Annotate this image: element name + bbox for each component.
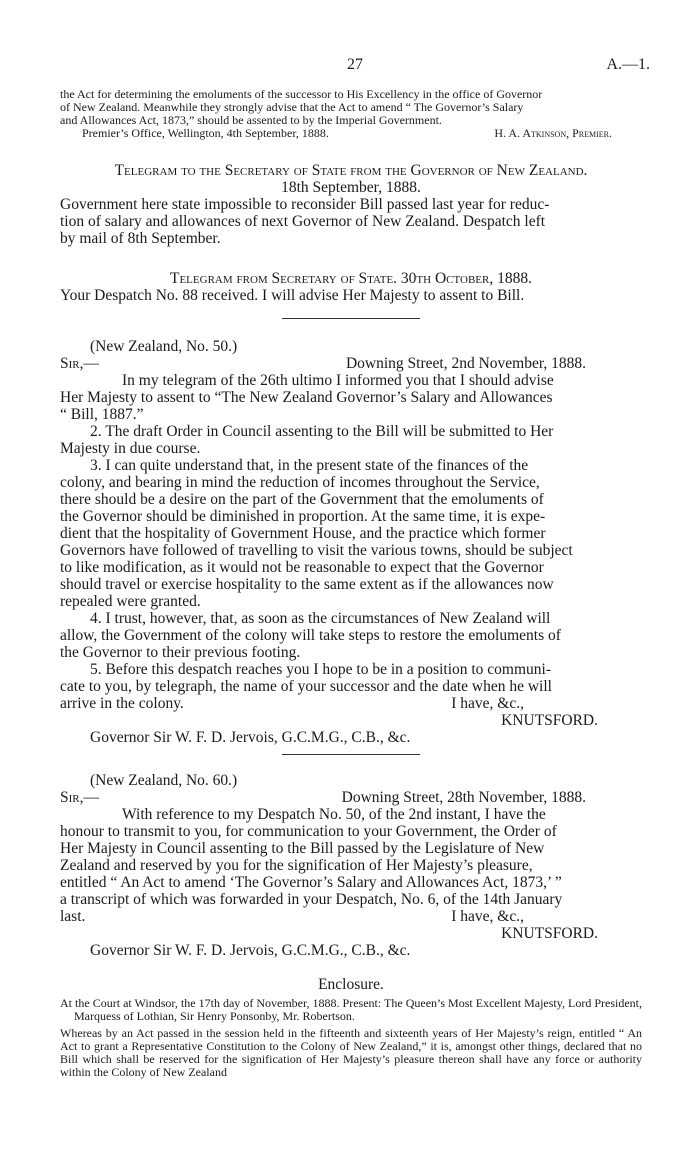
telegram-heading: Telegram to the Secretary of State from the Governor of New Zealand. <box>114 162 588 179</box>
text-line: the Governor to their previous footing. <box>60 644 301 661</box>
text-line: 5. Before this despatch reaches you I hope to be in a position to communi- <box>90 661 552 678</box>
enclosure <box>60 976 642 1079</box>
telegram-heading: Telegram from Secretary of State. 30th October, 1888. <box>170 270 532 287</box>
divider <box>60 754 642 755</box>
closing: I have, &c., <box>451 695 524 712</box>
premier-signature: H. A. Atkinson, Premier. <box>494 126 612 140</box>
enclosure-title: Enclosure. <box>318 976 384 993</box>
text-line: dient that the hospitality of Government House, and the practice which former <box>60 525 546 542</box>
whereas-paragraph: Whereas by an Act passed in the session held in the fifteenth and sixteenth years of Her Majesty’s reign, entitled “ An Act to grant a Representative Constitution to the Colony of New Zealand,” it is, amongst other things, declared that no Bill which shall be reserved for the signification of Her Majesty’s pleasure thereon shall have any force or authority within the Colony of New Zealand <box>60 1026 642 1079</box>
text-line: repealed were granted. <box>60 593 201 610</box>
text-line: and Allowances Act, 1873,” should be assented to by the Imperial Government. <box>60 113 442 127</box>
divider <box>60 318 642 319</box>
text-line: 4. I trust, however, that, as soon as the circumstances of New Zealand will <box>90 610 551 627</box>
despatch-address: Downing Street, 2nd November, 1888. <box>345 355 586 372</box>
text-line: Government here state impossible to reconsider Bill passed last year for reduc- <box>60 196 550 213</box>
despatch-salutation-row <box>60 789 642 806</box>
signature: KNUTSFORD. <box>501 712 598 729</box>
text-line: allow, the Government of the colony will take steps to restore the emoluments of <box>60 627 561 644</box>
text-line: Her Majesty to assent to “The New Zealand Governor’s Salary and Allowances <box>60 389 553 406</box>
text-line: colony, and bearing in mind the reduction of incomes throughout the Service, <box>60 474 540 491</box>
telegram-date: 18th September, 1888. <box>281 179 421 196</box>
text-line: Majesty in due course. <box>60 440 201 457</box>
telegram-governor <box>60 162 642 247</box>
text-line: of New Zealand. Meanwhile they strongly advise that the Act to amend “ The Governor’s Salary <box>60 100 524 114</box>
text-line: to like modification, as it would not be reasonable to expect that the Governor <box>60 559 544 576</box>
despatch-ref: (New Zealand, No. 60.) <box>90 772 238 789</box>
text-line: “ Bill, 1887.” <box>60 406 144 423</box>
court-paragraph: At the Court at Windsor, the 17th day of November, 1888. Present: The Queen’s Most Excellent Majesty, Lord President, Marquess of Lothian, Sir Henry Ponsonby, Mr. Robertson. <box>60 996 642 1023</box>
series-number: A.—1. <box>606 56 650 73</box>
text-line: should travel or exercise hospitality to the same extent as if the allowances now <box>60 576 554 593</box>
text-line: a transcript of which was forwarded in your Despatch, No. 6, of the 14th January <box>60 891 563 908</box>
text-line: entitled “ An Act to amend ‘The Governor’s Salary and Allowances Act, 1873,’ ” <box>60 874 562 891</box>
addressee: Governor Sir W. F. D. Jervois, G.C.M.G., C.B., &c. <box>90 729 411 746</box>
premier-office: Premier’s Office, Wellington, 4th September, 1888. <box>82 126 329 140</box>
despatch-salutation-row <box>60 355 642 372</box>
text-line: 2. The draft Order in Council assenting to the Bill will be submitted to Her <box>90 423 554 440</box>
despatch-50 <box>60 338 642 746</box>
page-header <box>60 56 650 76</box>
closing-row <box>60 695 642 712</box>
despatch-address: Downing Street, 28th November, 1888. <box>341 789 586 806</box>
intro-paragraph <box>60 88 642 140</box>
closing-row <box>60 908 642 925</box>
text-line: cate to you, by telegraph, the name of your successor and the date when he will <box>60 678 552 695</box>
despatch-60 <box>60 772 642 959</box>
text-line: there should be a desire on the part of the Government that the emoluments of <box>60 491 544 508</box>
text-line: tion of salary and allowances of next Governor of New Zealand. Despatch left <box>60 213 546 230</box>
closing: I have, &c., <box>451 908 524 925</box>
text-line: the Act for determining the emoluments of the successor to His Excellency in the office of Governor <box>60 87 543 101</box>
text-line: honour to transmit to you, for communication to your Government, the Order of <box>60 823 557 840</box>
page-number: 27 <box>347 56 363 73</box>
salutation: Sir,— <box>60 355 99 372</box>
text-line: by mail of 8th September. <box>60 230 221 247</box>
text-line: Your Despatch No. 88 received. I will advise Her Majesty to assent to Bill. <box>60 287 525 304</box>
text-line: arrive in the colony. <box>60 695 184 712</box>
intro-signature-row <box>60 127 642 140</box>
addressee: Governor Sir W. F. D. Jervois, G.C.M.G., C.B., &c. <box>90 942 411 959</box>
text-line: the Governor should be diminished in proportion. At the same time, it is expe- <box>60 508 546 525</box>
telegram-secretary <box>60 270 642 304</box>
salutation: Sir,— <box>60 789 99 806</box>
text-line: With reference to my Despatch No. 50, of the 2nd instant, I have the <box>122 806 546 823</box>
text-line: In my telegram of the 26th ultimo I informed you that I should advise <box>122 372 554 389</box>
text-line: last. <box>60 908 86 925</box>
text-line: 3. I can quite understand that, in the present state of the finances of the <box>90 457 529 474</box>
signature: KNUTSFORD. <box>501 925 598 942</box>
despatch-ref: (New Zealand, No. 50.) <box>90 338 238 355</box>
text-line: Her Majesty in Council assenting to the Bill passed by the Legislature of New <box>60 840 545 857</box>
text-line: Governors have followed of travelling to visit the various towns, should be subject <box>60 542 573 559</box>
text-line: Zealand and reserved by you for the signification of Her Majesty’s pleasure, <box>60 857 533 874</box>
